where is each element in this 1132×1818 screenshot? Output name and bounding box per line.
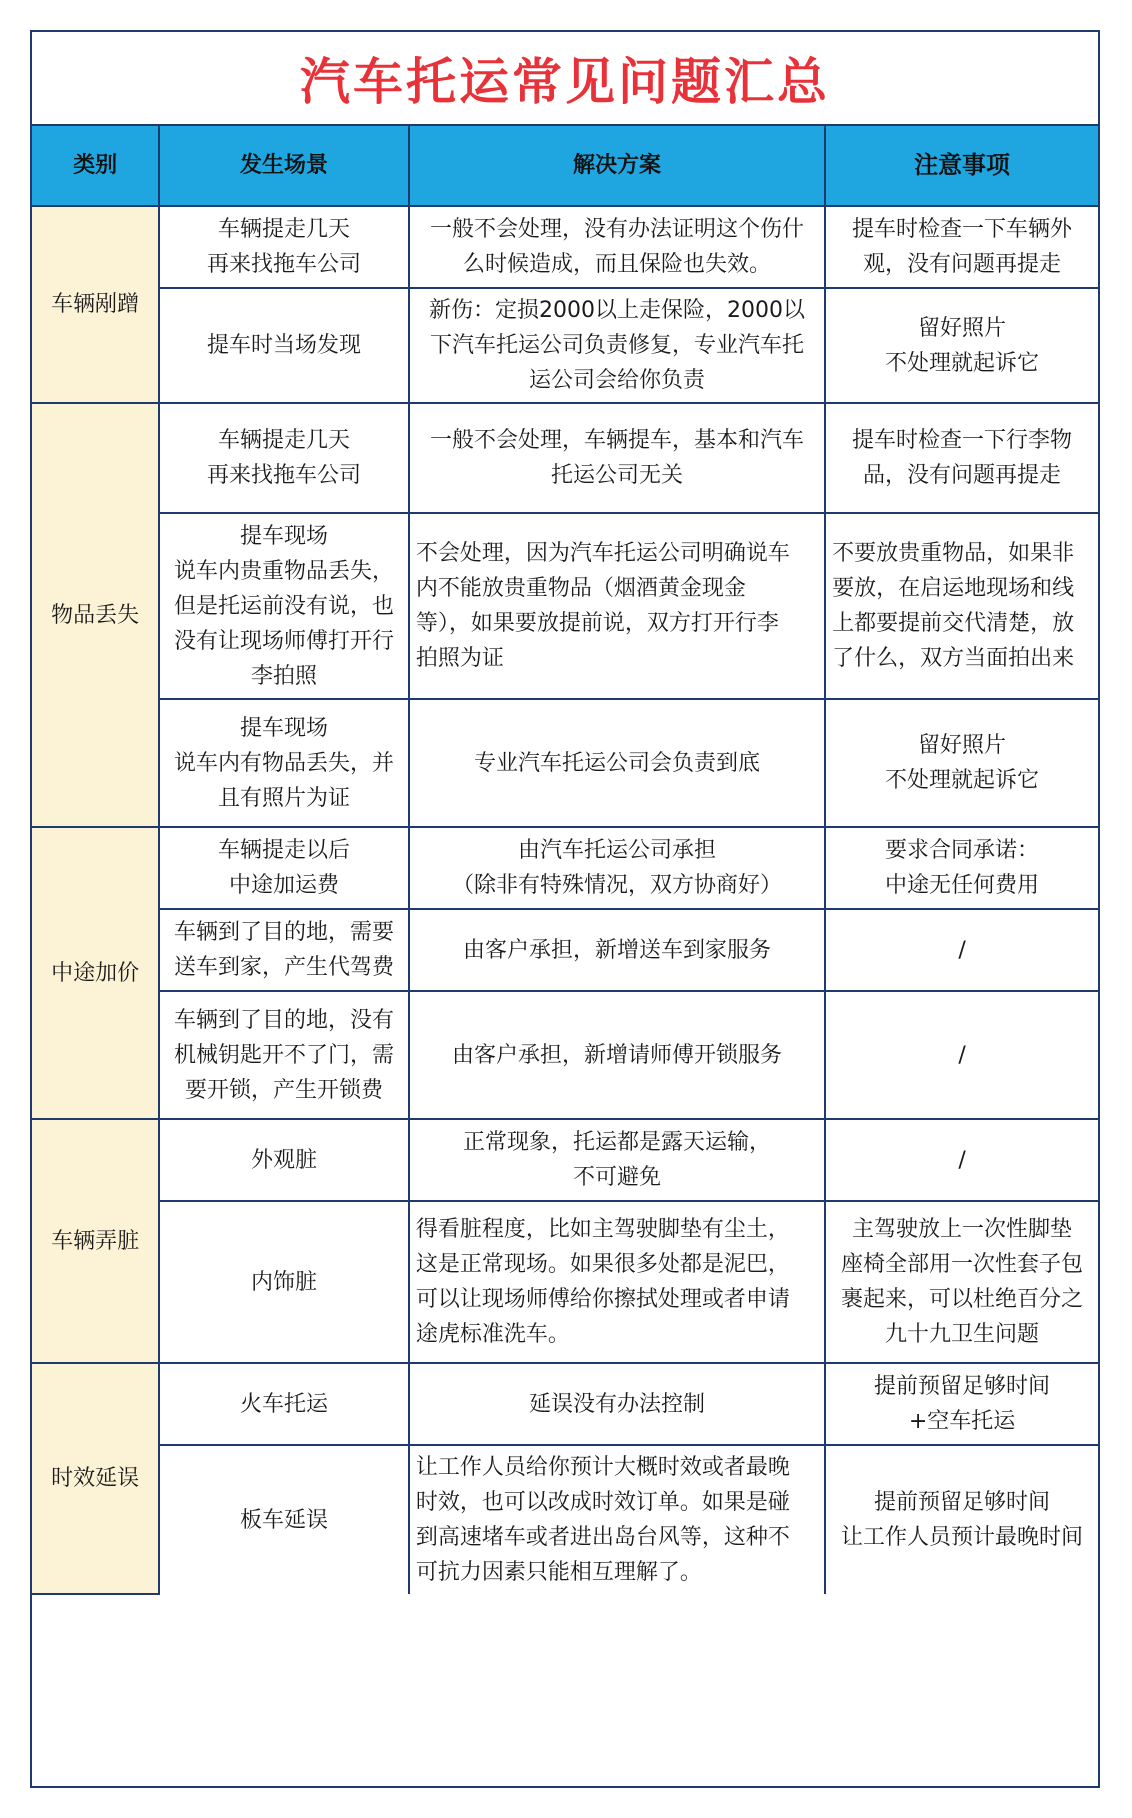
text-line: 可以让现场师傅给你擦拭处理或者申请 — [415, 1287, 790, 1312]
text-line: 到高速堵车或者进出岛台风等，这种不 — [415, 1525, 790, 1550]
solution-cell — [409, 1201, 825, 1363]
text-line: 且有照片为证 — [218, 785, 351, 811]
text-line: 得看脏程度，比如主驾驶脚垫有尘土， — [415, 1217, 790, 1242]
scene-cell — [159, 513, 409, 699]
note-cell — [825, 403, 1098, 513]
solution-cell — [409, 1363, 825, 1445]
text-line: 不处理就起诉它 — [885, 768, 1040, 793]
text-line: 提车时检查一下车辆外 — [852, 217, 1073, 242]
text-line: 没有让现场师傅打开行 — [174, 628, 395, 654]
text-line: 观，没有问题再提走 — [863, 252, 1062, 277]
solution-cell — [409, 1119, 825, 1201]
text-line: 提前预留足够时间 — [874, 1374, 1051, 1399]
text-line: 板车延误 — [240, 1507, 329, 1533]
text-line: 提车时当场发现 — [207, 333, 362, 358]
text-line: 让工作人员预计最晚时间 — [841, 1525, 1084, 1550]
text-line: 途虎标准洗车。 — [415, 1322, 570, 1347]
table-row — [32, 991, 1098, 1119]
scene-cell — [159, 403, 409, 513]
text-line: 提车现场 — [240, 523, 329, 549]
text-line: 了什么，双方当面拍出来 — [832, 646, 1075, 671]
scene-cell — [159, 909, 409, 991]
text-line: 但是托运前没有说，也 — [174, 593, 395, 619]
solution-cell — [409, 909, 825, 991]
text-line: 不处理就起诉它 — [885, 350, 1040, 376]
text-line: 中途加运费 — [229, 873, 340, 898]
table-row — [32, 513, 1098, 699]
header-solution: 解决方案 — [409, 126, 825, 206]
text-line: 说车内有物品丢失，并 — [174, 750, 395, 776]
note-cell — [825, 288, 1098, 403]
category-cell: 时效延误 — [32, 1363, 159, 1594]
table-row — [32, 827, 1098, 909]
page-title: 汽车托运常见问题汇总 — [300, 53, 830, 111]
text-line: 上都要提前交代清楚，放 — [832, 611, 1075, 636]
text-line: 要放，在启运地现场和线 — [832, 576, 1075, 601]
table-row — [32, 699, 1098, 827]
header-scene: 发生场景 — [159, 126, 409, 206]
scene-cell — [159, 1201, 409, 1363]
text-line: 一般不会处理，车辆提车，基本和汽车 — [430, 428, 805, 453]
text-line: 留好照片 — [918, 733, 1007, 758]
scene-cell — [159, 288, 409, 403]
header-category: 类别 — [32, 126, 159, 206]
table-row — [32, 1119, 1098, 1201]
scene-cell — [159, 699, 409, 827]
solution-cell — [409, 827, 825, 909]
text-line: 要求合同承诺： — [885, 838, 1040, 863]
note-cell — [825, 827, 1098, 909]
note-cell — [825, 1119, 1098, 1201]
text-line: 再来找拖车公司 — [207, 463, 362, 488]
text-line: 内不能放贵重物品（烟酒黄金现金 — [415, 576, 746, 601]
text-line: 座椅全部用一次性套子包 — [841, 1252, 1084, 1277]
text-line: 不可避免 — [573, 1165, 662, 1190]
text-line: 由客户承担，新增送车到家服务 — [463, 937, 772, 963]
note-cell — [825, 1201, 1098, 1363]
title-bar — [32, 32, 1098, 126]
solution-cell — [409, 288, 825, 403]
text-line: 么时候造成，而且保险也失效。 — [463, 252, 772, 277]
text-line: 火车托运 — [240, 1391, 329, 1417]
text-line: 让工作人员给你预计大概时效或者最晚 — [415, 1455, 790, 1480]
table-row — [32, 206, 1098, 288]
text-line: 主驾驶放上一次性脚垫 — [852, 1217, 1073, 1242]
text-line: 不要放贵重物品，如果非 — [832, 541, 1075, 566]
text-line: 中途无任何费用 — [885, 873, 1040, 898]
note-cell — [825, 1445, 1098, 1594]
table-row — [32, 1363, 1098, 1445]
text-line: 内饰脏 — [251, 1269, 318, 1295]
text-line: 提前预留足够时间 — [874, 1490, 1051, 1515]
text-line: 送车到家，产生代驾费 — [174, 955, 395, 980]
text-line: 车辆到了目的地，需要 — [174, 920, 395, 945]
category-cell: 车辆弄脏 — [32, 1119, 159, 1363]
text-line: 车辆提走几天 — [218, 428, 351, 453]
category-cell: 物品丢失 — [32, 403, 159, 827]
text-line: 可抗力因素只能相互理解了。 — [415, 1560, 702, 1585]
text-line: 机械钥匙开不了门，需 — [174, 1042, 395, 1068]
text-line: 车辆到了目的地，没有 — [174, 1007, 395, 1033]
solution-cell — [409, 206, 825, 288]
text-line: 由汽车托运公司承担 — [518, 838, 717, 863]
note-cell — [825, 991, 1098, 1119]
text-line: 提车时检查一下行李物 — [852, 428, 1073, 453]
header-note: 注意事项 — [825, 126, 1098, 206]
text-line: 不会处理，因为汽车托运公司明确说车 — [415, 541, 790, 566]
scene-cell — [159, 991, 409, 1119]
note-cell — [825, 513, 1098, 699]
note-cell — [825, 1363, 1098, 1445]
scene-cell — [159, 1119, 409, 1201]
faq-sheet — [30, 30, 1100, 1788]
scene-cell — [159, 206, 409, 288]
text-line: 要开锁，产生开锁费 — [185, 1077, 384, 1103]
table-body — [32, 206, 1098, 1594]
text-line: 说车内贵重物品丢失， — [174, 558, 395, 584]
text-line: 新伤：定损2000以上走保险，2000以 — [429, 298, 805, 323]
text-line: 李拍照 — [251, 663, 318, 689]
table-row — [32, 403, 1098, 513]
category-cell: 车辆剐蹭 — [32, 206, 159, 403]
text-line: 这是正常现场。如果很多处都是泥巴， — [415, 1252, 790, 1277]
text-line: 一般不会处理，没有办法证明这个伤什 — [430, 217, 805, 242]
scene-cell — [159, 827, 409, 909]
text-line: 托运公司无关 — [551, 463, 684, 488]
solution-cell — [409, 513, 825, 699]
text-line: 车辆提走几天 — [218, 217, 351, 242]
text-line: 运公司会给你负责 — [529, 368, 706, 393]
text-line: 品，没有问题再提走 — [863, 463, 1062, 488]
table-row — [32, 288, 1098, 403]
text-line: +空车托运 — [908, 1409, 1016, 1434]
text-line: 时效，也可以改成时效订单。如果是碰 — [415, 1490, 790, 1515]
header-row — [32, 126, 1098, 206]
text-line: / — [958, 937, 966, 963]
note-cell — [825, 699, 1098, 827]
table-row — [32, 909, 1098, 991]
text-line: 提车现场 — [240, 715, 329, 741]
text-line: 下汽车托运公司负责修复，专业汽车托 — [430, 333, 805, 358]
solution-cell — [409, 699, 825, 827]
text-line: 正常现象，托运都是露天运输， — [463, 1130, 772, 1155]
solution-cell — [409, 1445, 825, 1594]
text-line: 外观脏 — [251, 1147, 318, 1173]
text-line: （除非有特殊情况，双方协商好） — [452, 873, 783, 898]
category-cell: 中途加价 — [32, 827, 159, 1119]
table-row — [32, 1201, 1098, 1363]
scene-cell — [159, 1445, 409, 1594]
text-line: / — [958, 1147, 966, 1173]
text-line: 留好照片 — [918, 315, 1007, 341]
text-line: 车辆提走以后 — [218, 838, 351, 863]
text-line: 专业汽车托运公司会负责到底 — [474, 750, 761, 776]
scene-cell — [159, 1363, 409, 1445]
text-line: 拍照为证 — [415, 646, 504, 671]
text-line: / — [958, 1042, 966, 1068]
text-line: 由客户承担，新增请师傅开锁服务 — [452, 1042, 783, 1068]
solution-cell — [409, 403, 825, 513]
faq-table — [32, 126, 1098, 1595]
text-line: 再来找拖车公司 — [207, 252, 362, 277]
text-line: 延误没有办法控制 — [529, 1391, 706, 1417]
note-cell — [825, 909, 1098, 991]
solution-cell — [409, 991, 825, 1119]
text-line: 等），如果要放提前说，双方打开行李 — [415, 611, 779, 636]
note-cell — [825, 206, 1098, 288]
text-line: 裹起来，可以杜绝百分之 — [841, 1287, 1084, 1312]
text-line: 九十九卫生问题 — [885, 1322, 1040, 1347]
table-row — [32, 1445, 1098, 1594]
